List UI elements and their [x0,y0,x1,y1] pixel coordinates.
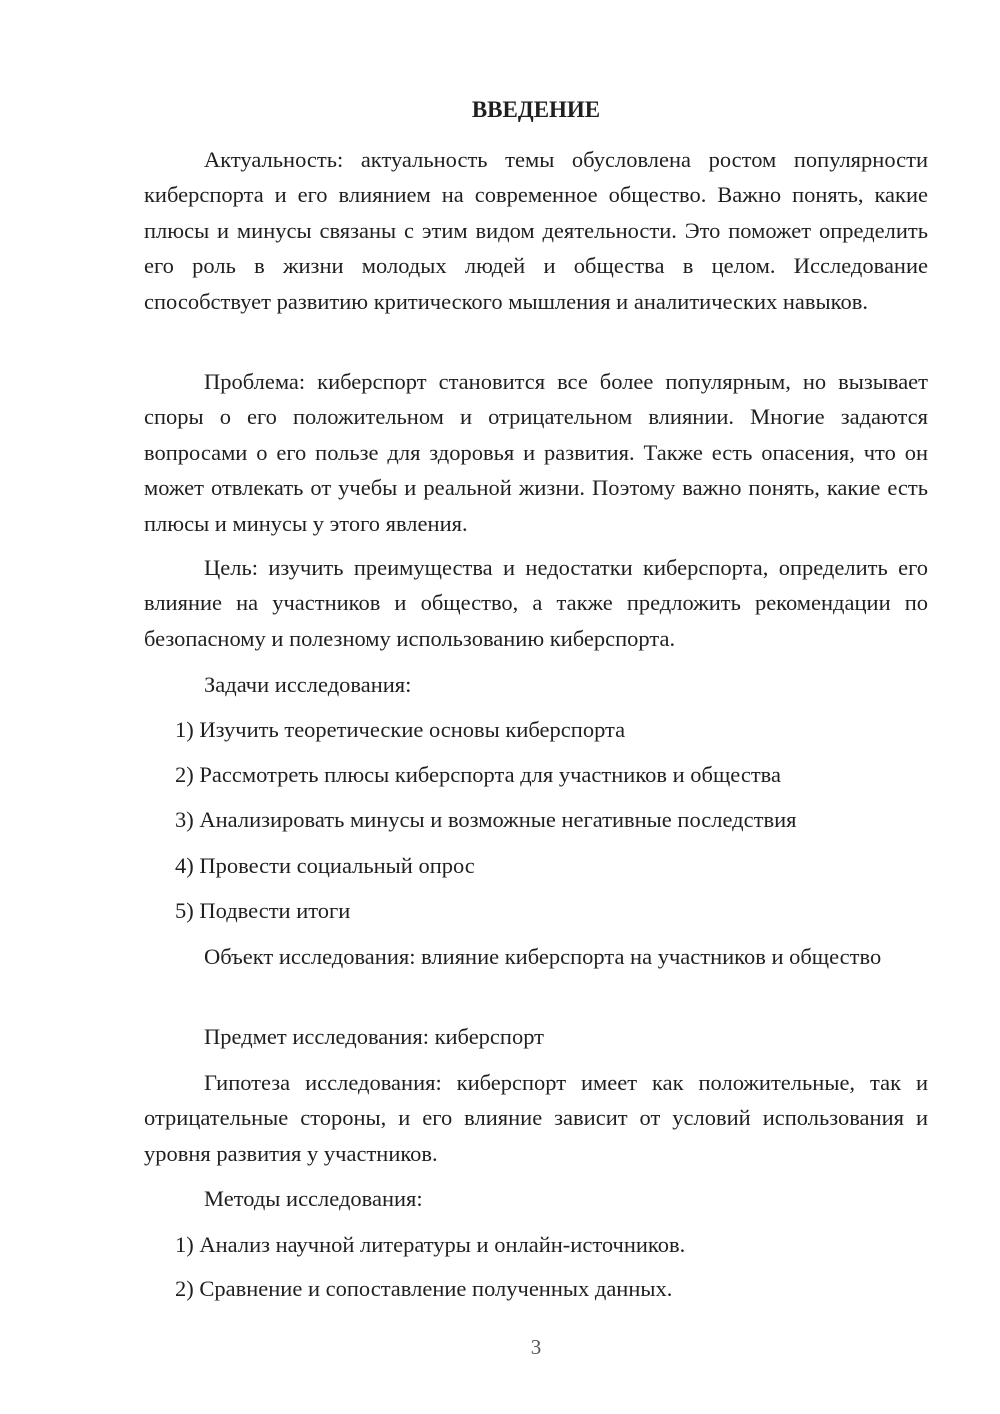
task-item: 5) Подвести итоги [175,898,351,923]
task-item: 3) Анализировать минусы и возможные негативные последствия [175,807,797,832]
goal-paragraph: Цель: изучить преимущества и недостатки киберспорта, определить его влияние на участников и общество, а также предложить рекомендации по безопасному и полезному использованию киберспорта. [144,555,928,651]
methods-heading: Методы исследования: [204,1186,423,1211]
method-item: 1) Анализ научной литературы и онлайн-источников. [175,1232,686,1257]
task-item: 1) Изучить теоретические основы киберспорта [175,717,626,742]
task-item: 4) Провести социальный опрос [175,853,475,878]
relevance-paragraph: Актуальность: актуальность темы обусловлена ростом популярности киберспорта и его влиянием на современное общество. Важно понять, какие плюсы и минусы связаны с этим видом деятельности. Это поможет определить его роль в жизни молодых людей и общества в целом. Исследование способствует развитию критического мышления и аналитических навыков. [144,147,928,314]
problem-paragraph: Проблема: киберспорт становится все более популярным, но вызывает споры о его положительном и отрицательном влиянии. Многие задаются вопросами о его пользе для здоровья и развития. Также есть опасения, что он может отвлекать от учебы и реальной жизни. Поэтому важно понять, какие есть плюсы и минусы у этого явления. [144,369,928,536]
method-item: 2) Сравнение и сопоставление полученных данных. [175,1276,673,1301]
tasks-heading: Задачи исследования: [204,672,412,697]
subject-paragraph: Предмет исследования: киберспорт [204,1024,544,1049]
task-item: 2) Рассмотреть плюсы киберспорта для участников и общества [175,762,781,787]
hypothesis-paragraph: Гипотеза исследования: киберспорт имеет как положительные, так и отрицательные стороны, и его влияние зависит от условий использования и уровня развития у участников. [144,1070,928,1166]
object-paragraph: Объект исследования: влияние киберспорта на участников и общество [204,944,882,969]
page-number: 3 [530,1335,542,1359]
section-title: ВВЕДЕНИЕ [471,97,601,122]
